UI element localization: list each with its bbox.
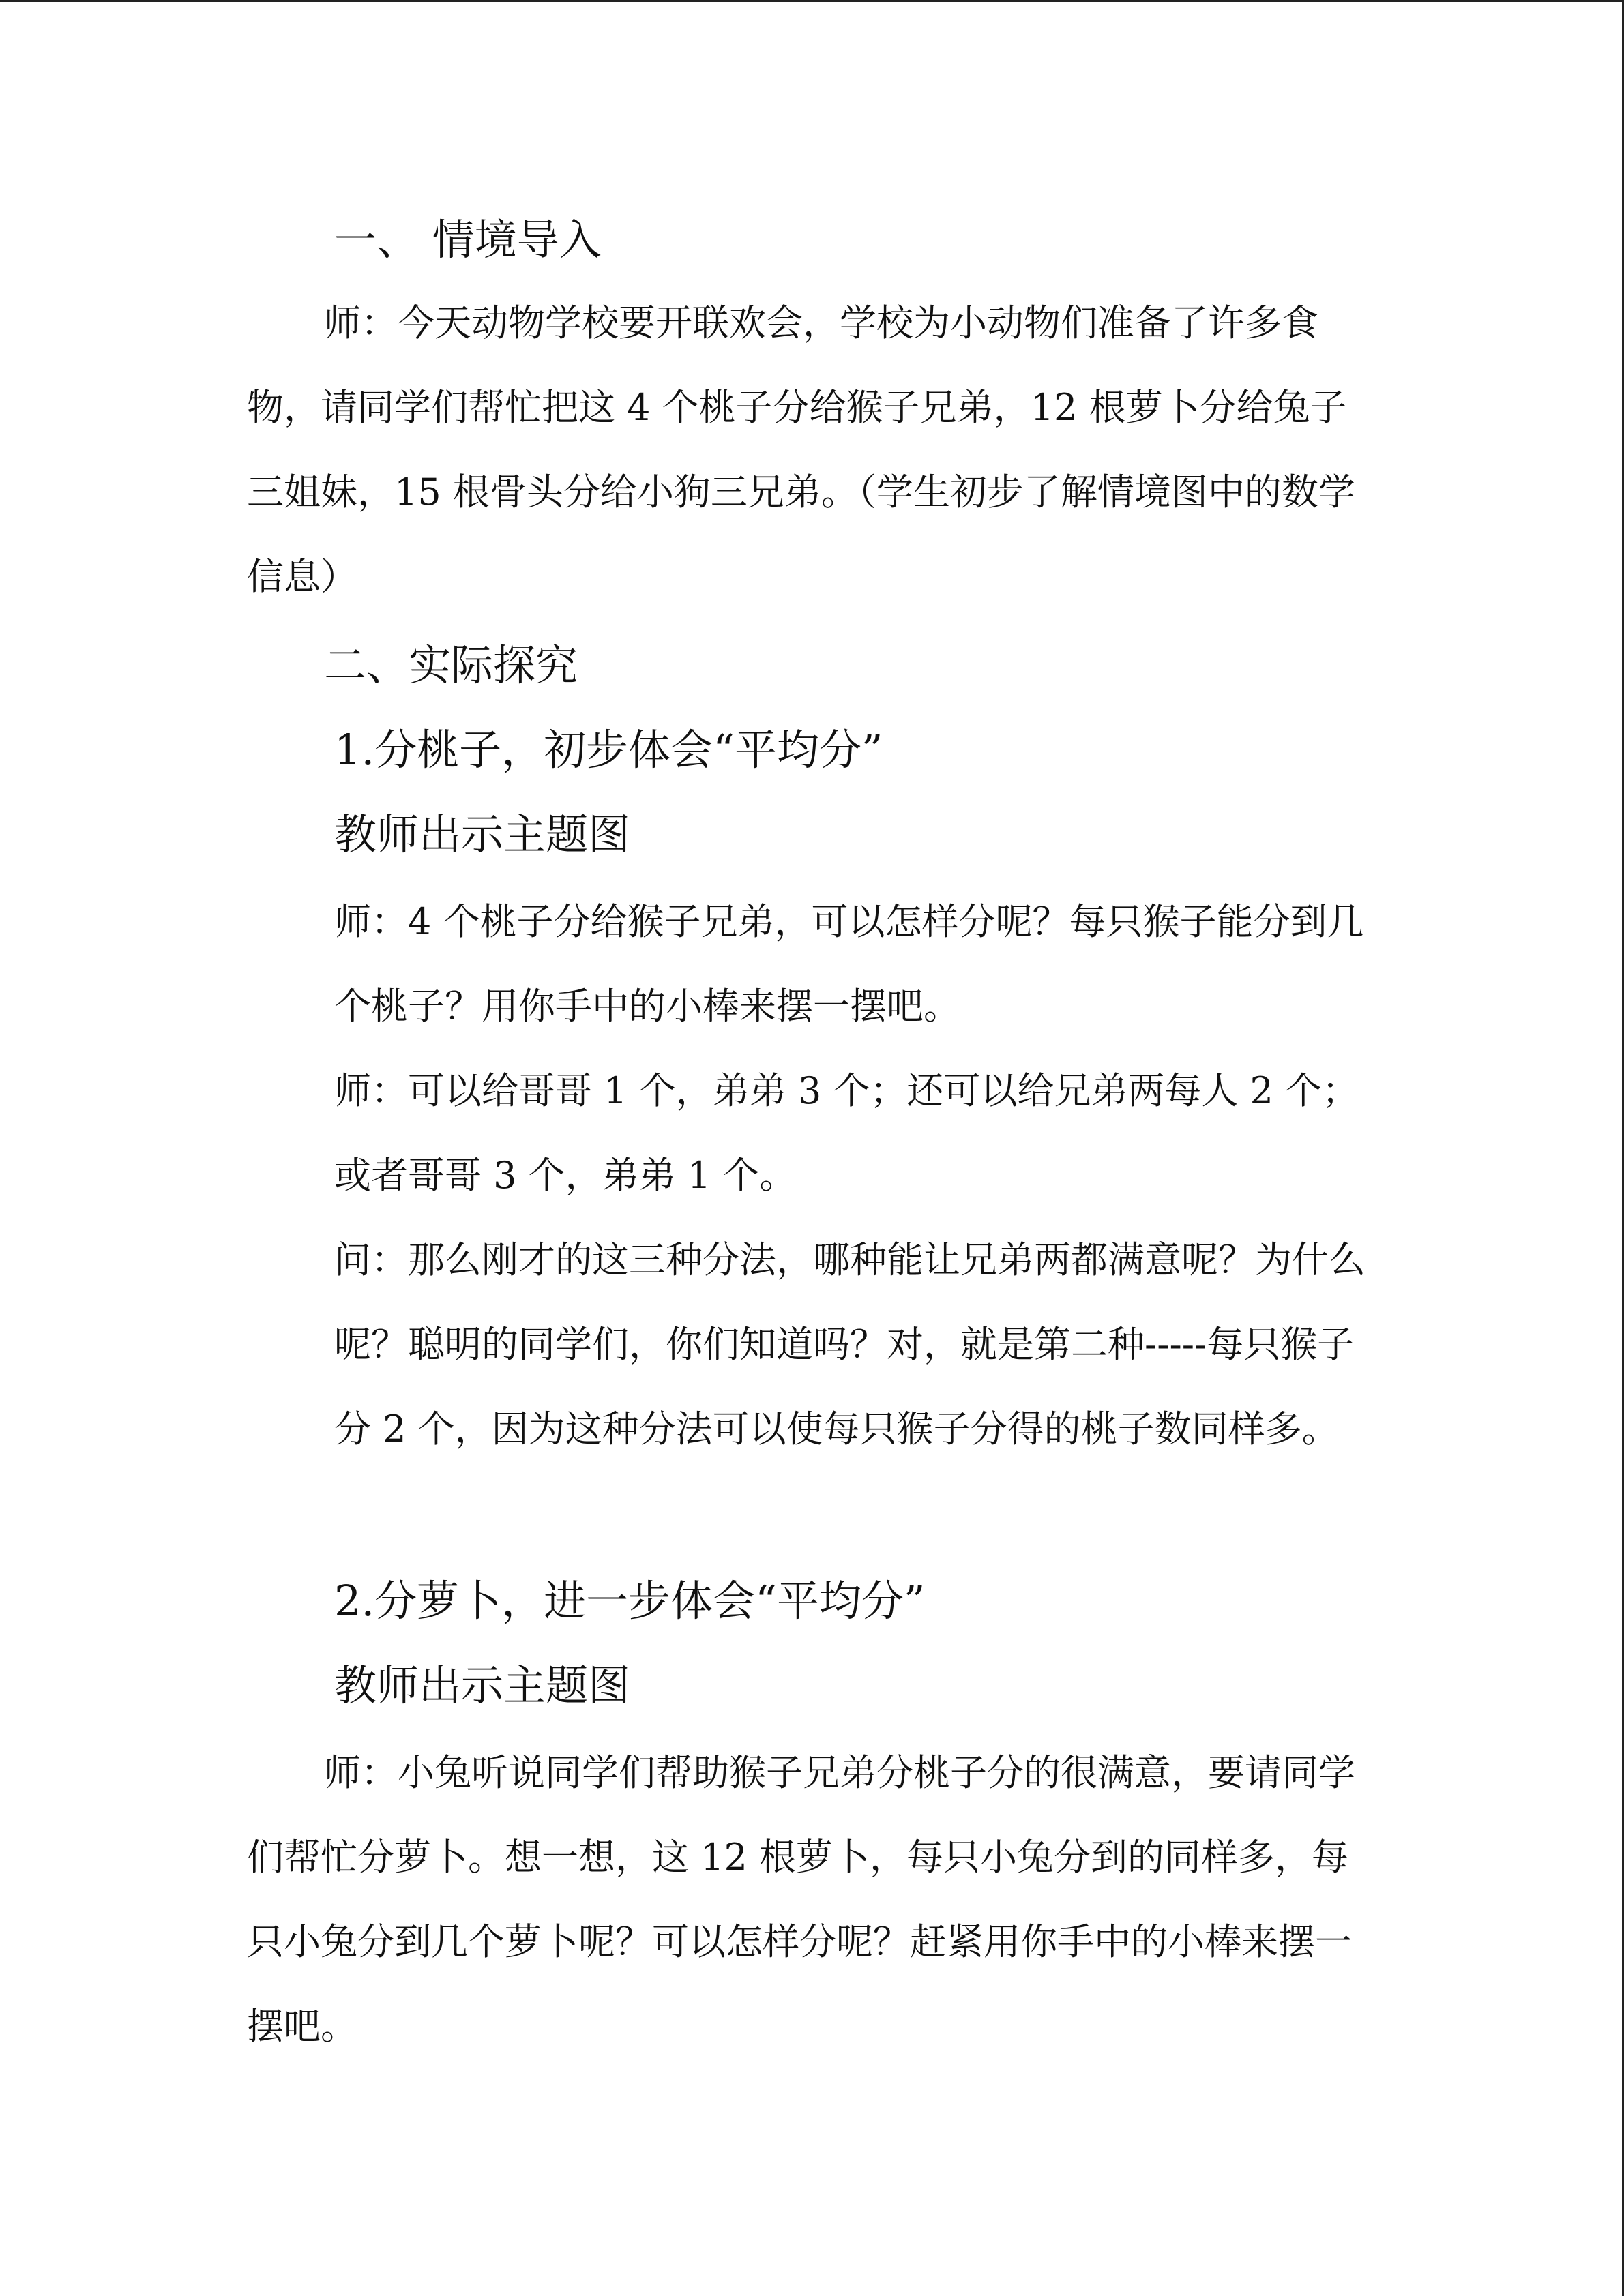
- step-one-paragraph-2: 师：可以给哥哥 1 个，弟弟 3 个；还可以给兄弟两每人 2 个；或者哥哥 3 个，弟弟 1 个。: [334, 1069, 1359, 1197]
- step-two-paragraph-1: 师：小兔听说同学们帮助猴子兄弟分桃子分的很满意，要请同学们帮忙分萝卜。想一想，这 12 根萝卜，每只小兔分到的同样多，每只小兔分到几个萝卜呢？可以怎样分呢？赶紧用你手中的小棒来摆一摆吧。: [247, 1751, 1355, 2048]
- section-one-heading: 一、 情境导入: [334, 215, 602, 265]
- step-one-subheading: 教师出示主题图: [334, 809, 631, 859]
- step-two-heading: 2.分萝卜，进一步体会“平均分”: [334, 1576, 926, 1626]
- intro-paragraph: 师：今天动物学校要开联欢会，学校为小动物们准备了许多食物，请同学们帮忙把这 4 个桃子分给猴子兄弟，12 根萝卜分给兔子三姐妹，15 根骨头分给小狗三兄弟。（学生初步了解情境图中的数学信息）: [247, 301, 1355, 598]
- step-one-heading: 1.分桃子，初步体会“平均分”: [334, 725, 883, 775]
- step-two-subheading: 教师出示主题图: [334, 1660, 631, 1710]
- step-one-paragraph-1: 师：4 个桃子分给猴子兄弟，可以怎样分呢？每只猴子能分到几个桃子？用你手中的小棒来摆一摆吧。: [334, 900, 1364, 1028]
- step-one-paragraph-3: 问：那么刚才的这三种分法，哪种能让兄弟两都满意呢？为什么呢？聪明的同学们，你们知道吗？对，就是第二种-----每只猴子分 2 个，因为这种分法可以使每只猴子分得的桃子数同样多。: [334, 1238, 1365, 1450]
- section-two-heading: 二、实际探究: [324, 640, 578, 690]
